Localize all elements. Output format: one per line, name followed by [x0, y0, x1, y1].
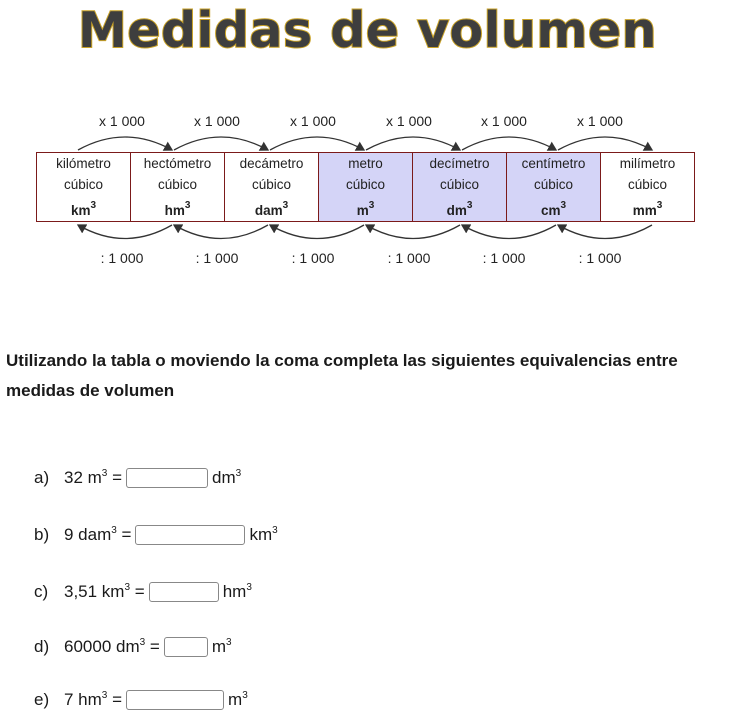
unit-word: cúbico [251, 177, 292, 192]
multiply-label: x 1 000 [290, 113, 336, 129]
unit-word: cúbico [627, 177, 668, 192]
exercise-target-unit: $km^3$ [249, 525, 278, 544]
exercise-target-unit: $dm^3$ [212, 468, 242, 487]
unit-symbol: $hm^3$ [164, 200, 191, 218]
divide-arrow [174, 225, 268, 239]
unit-cell-cm3 [507, 153, 601, 222]
exercise-label: a) [34, 468, 50, 487]
exercise-d [34, 635, 232, 659]
exercise-b [34, 523, 278, 547]
instructions-text: Utilizando la tabla o moviendo la coma completa las siguientes equivalencias entre medidas de volumen [6, 351, 678, 400]
exercise-value: 3,51 $km^3$ = [64, 582, 145, 601]
exercise-value: 60000 $dm^3$ = [64, 637, 160, 656]
exercise-value: 32 $m^3$ = [64, 468, 123, 487]
multiply-arrow [174, 137, 268, 150]
unit-cell-dm3 [413, 153, 507, 222]
unit-symbol: $cm^3$ [540, 200, 567, 218]
divide-label: : 1 000 [578, 250, 622, 266]
unit-symbol: dam$^3$ [254, 200, 289, 218]
multiply-arrow [366, 137, 460, 150]
multiply-label: x 1 000 [481, 113, 527, 129]
exercise-label: e) [34, 690, 50, 709]
multiply-arrow [558, 137, 652, 150]
unit-word: cúbico [533, 177, 574, 192]
multiply-label: x 1 000 [194, 113, 240, 129]
exercise-label: d) [34, 637, 50, 656]
unit-name: hectómetro [143, 156, 212, 171]
answer-input[interactable] [164, 637, 208, 657]
divide-arrow [462, 225, 556, 239]
unit-symbol: $mm^3$ [632, 200, 663, 218]
exercise-value: 7 $hm^3$ = [64, 690, 123, 709]
unit-cell-m3 [319, 153, 413, 222]
unit-word: cúbico [63, 177, 104, 192]
unit-cell-hm3 [131, 153, 225, 222]
page-title: Medidas de volumen [77, 2, 658, 59]
unit-symbol: $m^3$ [356, 200, 375, 218]
multiply-label: x 1 000 [99, 113, 145, 129]
answer-input[interactable] [149, 582, 219, 602]
unit-word: cúbico [439, 177, 480, 192]
exercise-target-unit: $hm^3$ [222, 582, 252, 601]
unit-cell-km3 [37, 153, 131, 222]
unit-name: milímetro [619, 156, 676, 171]
exercise-a [34, 466, 241, 490]
unit-symbol: $km^3$ [70, 200, 97, 218]
divide-arrow [78, 225, 172, 239]
exercise-target-unit: $m^3$ [211, 637, 232, 656]
answer-input[interactable] [135, 525, 245, 545]
unit-name: decámetro [239, 156, 304, 171]
answer-input[interactable] [126, 690, 224, 710]
unit-word: cúbico [345, 177, 386, 192]
divide-arrow [270, 225, 364, 239]
exercise-c [34, 580, 252, 604]
volume-units-table [36, 152, 695, 222]
divide-label: : 1 000 [482, 250, 526, 266]
unit-cell-mm3 [601, 153, 695, 222]
exercise-label: b) [34, 525, 50, 544]
multiply-arrow [270, 137, 364, 150]
divide-label: : 1 000 [291, 250, 335, 266]
divide-label: : 1 000 [387, 250, 431, 266]
unit-name: decímetro [429, 156, 490, 171]
divide-label: : 1 000 [100, 250, 144, 266]
exercise-target-unit: $m^3$ [228, 690, 248, 709]
multiply-label: x 1 000 [577, 113, 623, 129]
exercise-label: c) [34, 582, 49, 601]
unit-cell-dam3 [225, 153, 319, 222]
divide-arrow [366, 225, 460, 239]
divide-arrow [558, 225, 652, 239]
multiply-arrow [462, 137, 556, 150]
exercise-e [34, 688, 248, 712]
divide-label: : 1 000 [195, 250, 239, 266]
unit-symbol: $dm^3$ [446, 200, 473, 218]
multiply-arrow [78, 137, 172, 150]
unit-name: kilómetro [56, 156, 111, 171]
exercise-value: 9 dam$^3$ = [64, 525, 132, 544]
multiply-label: x 1 000 [386, 113, 432, 129]
answer-input[interactable] [126, 468, 208, 488]
unit-name: centímetro [521, 156, 586, 171]
unit-name: metro [348, 156, 383, 171]
unit-word: cúbico [157, 177, 198, 192]
